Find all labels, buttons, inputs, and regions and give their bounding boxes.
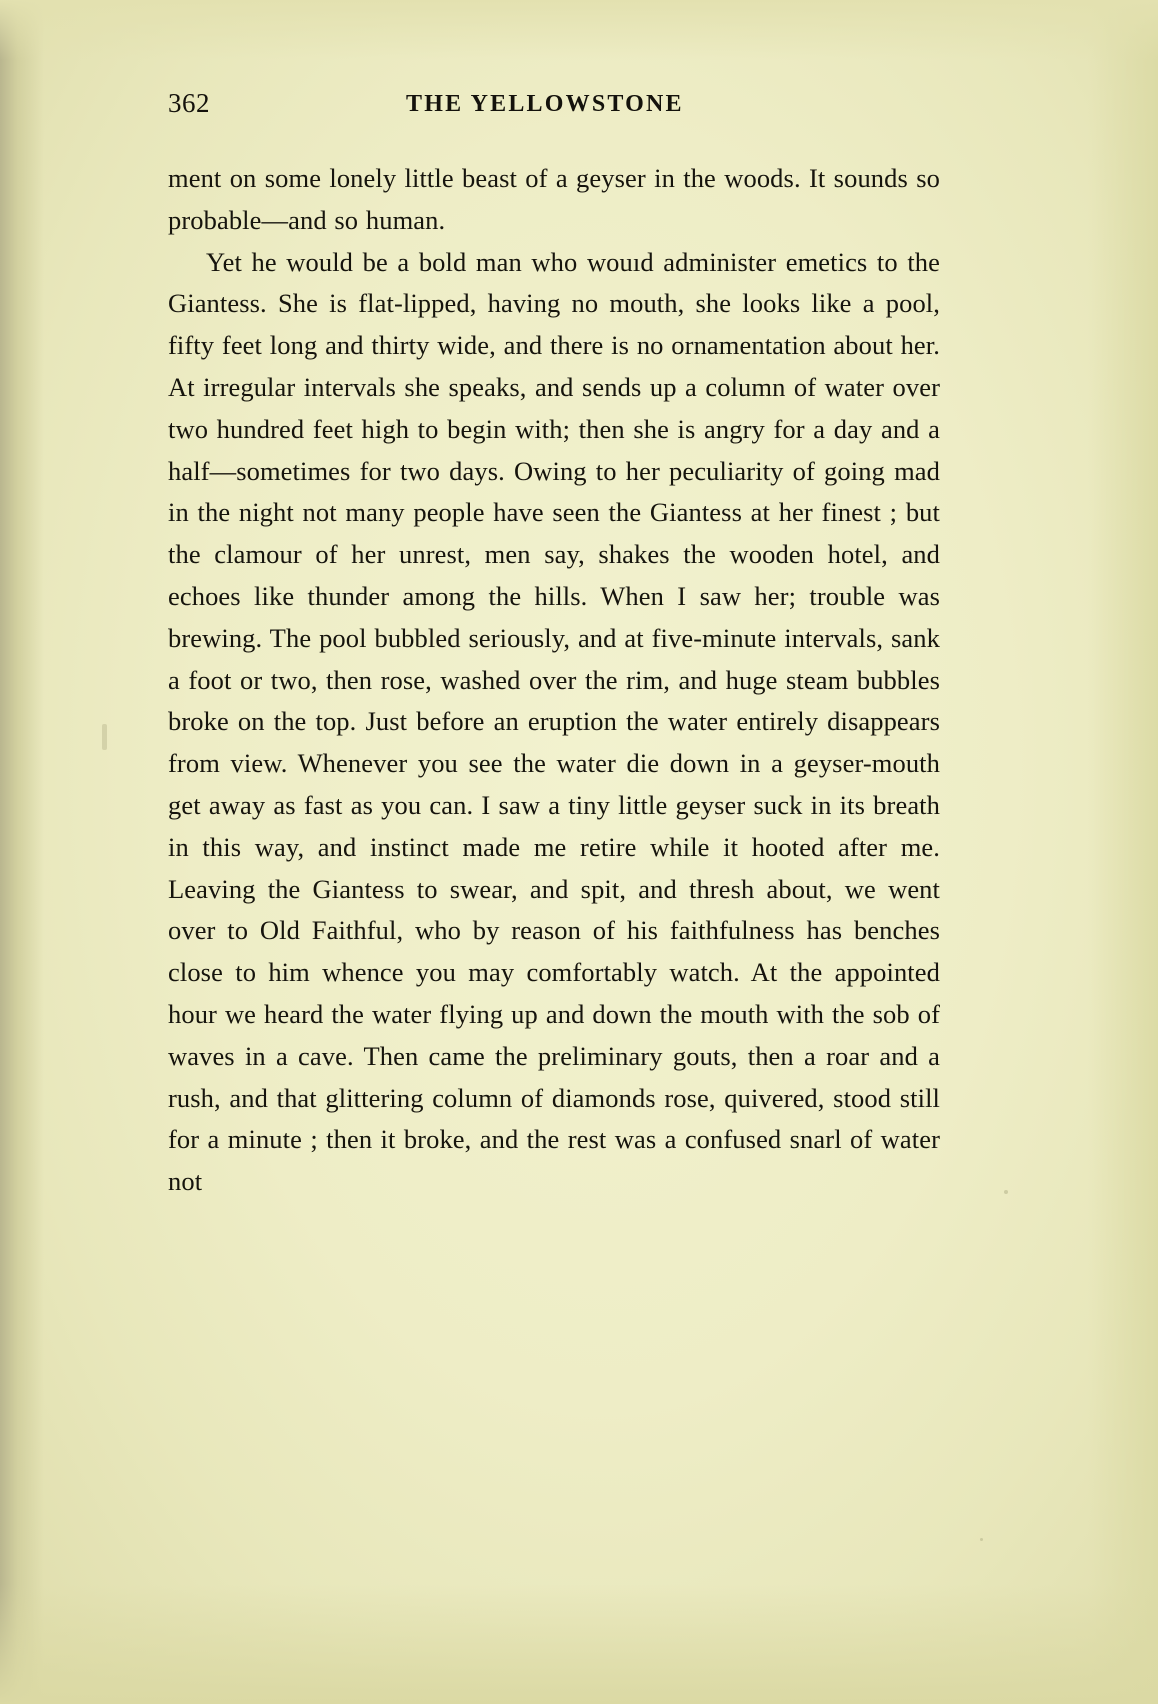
- page-right-edge-shading: [1088, 0, 1158, 1704]
- paper-speck: [1004, 1190, 1008, 1194]
- paragraph: ment on some lonely little beast of a geyser in the woods. It sounds so probable—and so human.: [168, 163, 940, 235]
- paragraph: Yet he would be a bold man who wouıd administer emetics to the Giantess. She is flat-lipped, having no mouth, she looks like a pool, fifty feet long and thirty wide, and there is no ornamentation about her. At irregular intervals she speaks, and sends up a column of water over two hundred feet high to begin with; then she is angry for a day and a half—sometimes for two days. Owing to her peculiarity of going mad in the night not many people have seen the Giantess at her finest ; but the clamour of her unrest, men say, shakes the wooden hotel, and echoes like thunder among the hills. When I saw her; trouble was brewing. The pool bubbled seriously, and at five-minute intervals, sank a foot or two, then rose, washed over the rim, and huge steam bubbles broke on the top. Just before an eruption the water entirely disappears from view. Whenever you see the water die down in a geyser-mouth get away as fast as you can. I saw a tiny little geyser suck in its breath in this way, and instinct made me retire while it hooted after me. Leaving the Giantess to swear, and spit, and thresh about, we went over to Old Faithful, who by reason of his faithfulness has benches close to him whence you may comfortably watch. At the appointed hour we heard the water flying up and down the mouth with the sob of waves in a cave. Then came the preliminary gouts, then a roar and a rush, and that glittering column of diamonds rose, quivered, stood still for a minute ; then it broke, and the rest was a confused snarl of water not: [168, 246, 940, 1197]
- page-header: [168, 86, 940, 132]
- page-gutter-shadow: [0, 0, 44, 1704]
- running-head-title: THE YELLOWSTONE: [406, 91, 684, 117]
- page-content: [168, 86, 940, 1203]
- body-text: [168, 158, 940, 1203]
- paper-speck: [102, 724, 107, 750]
- page-bottom-edge-shading: [0, 1584, 1158, 1704]
- page-top-edge-shading: [0, 0, 1158, 60]
- paper-speck: [980, 1538, 983, 1541]
- page-number: 362: [168, 88, 210, 118]
